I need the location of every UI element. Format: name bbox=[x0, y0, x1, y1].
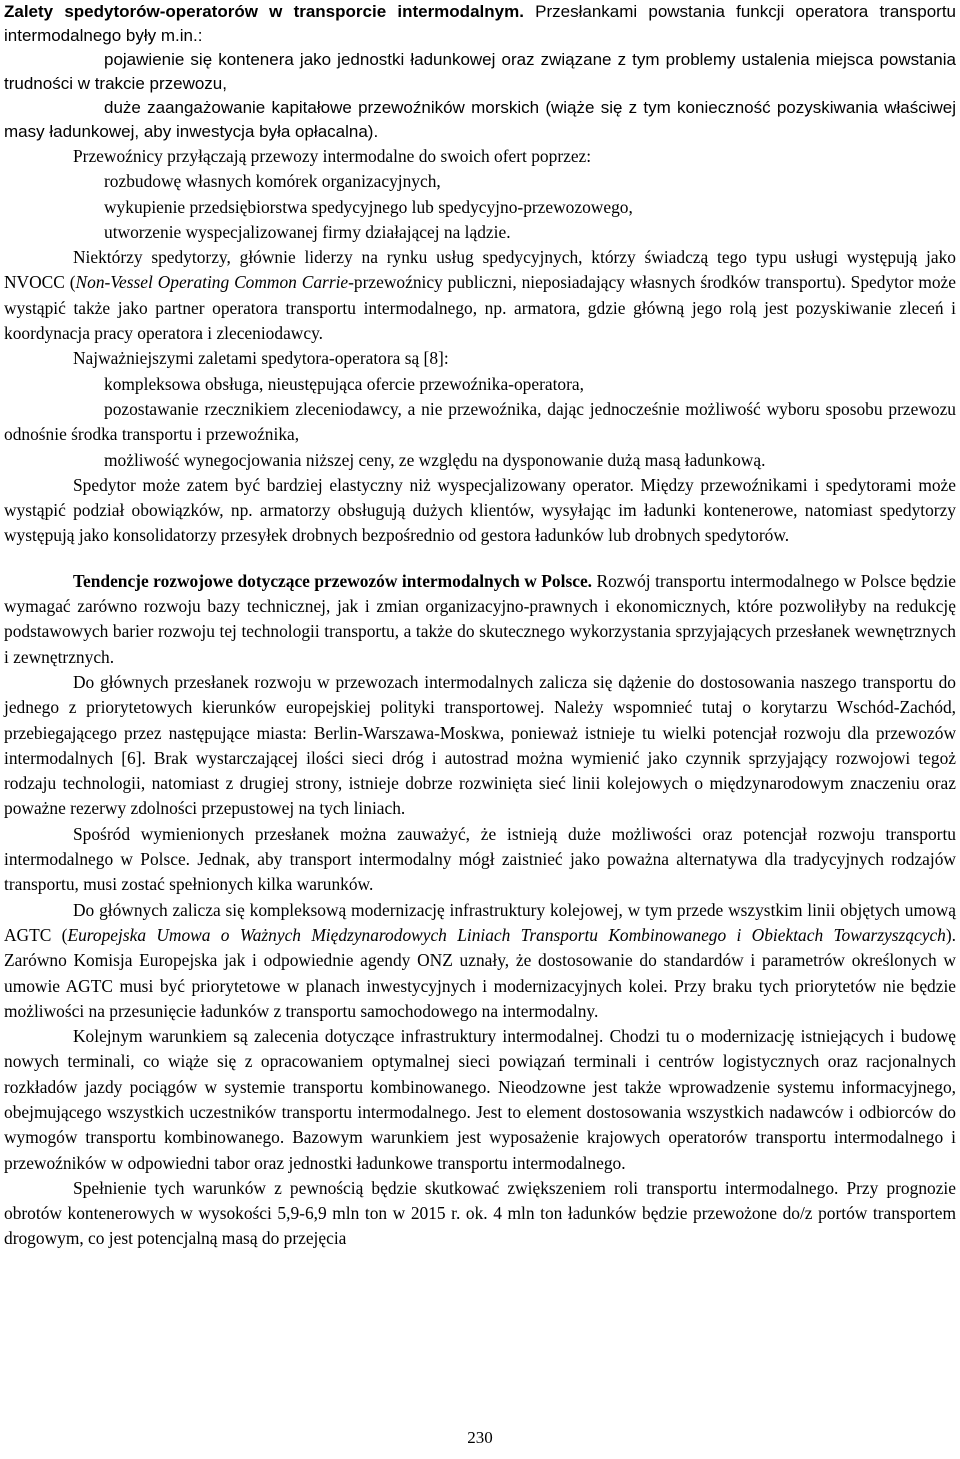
trends-paragraph-4 bbox=[4, 898, 956, 1024]
nvocc-text-2: -przewoźnicy publiczni, nieposiadający własnych środków transportu). Spedytor może wystąpić także jako partner operatora transportu intermodalnego, np. armatora, gdzie główną jego rolą jest pozyskiwanie zleceń i koordynacja pracy operatora i zleceniodawcy. bbox=[4, 272, 956, 344]
list-item: pojawienie się kontenera jako jednostki ładunkowej oraz związane z tym problemy ustalenia miejsca powstania trudności w trakcie przewozu, bbox=[4, 50, 956, 93]
section-intro-paragraph bbox=[4, 0, 956, 48]
trends-paragraph-1 bbox=[4, 569, 956, 670]
nvocc-paragraph bbox=[4, 245, 956, 346]
agtc-text-1: Do głównych zalicza się kompleksową modernizację infrastruktury kolejowej, w tym przede wszystkim linii objętych umową AGTC ( bbox=[4, 899, 956, 945]
agtc-italic-term: Europejska Umowa o Ważnych Międzynarodowych Liniach Transportu Kombinowanego i Obiektach Towarzyszących bbox=[67, 924, 946, 945]
section-heading: Tendencje rozwojowe dotyczące przewozów intermodalnych w Polsce. bbox=[73, 570, 593, 591]
list-item: możliwość wynegocjowania niższej ceny, ze względu na dysponowanie dużą masą ładunkową. bbox=[104, 449, 766, 470]
trends-paragraph-3: Spośród wymienionych przesłanek można zauważyć, że istnieją duże możliwości oraz potencjał rozwoju transportu intermodalnego w Polsce. Jednak, aby transport intermodalny mógł zaistnieć jako poważna alternatywa dla tradycyjnych rodzajów transportu, musi zostać spełnionych kilka warunków. bbox=[4, 823, 956, 895]
intro-text: Przesłankami powstania funkcji operatora transportu intermodalnego były m.in.: bbox=[4, 2, 956, 45]
section-advantages-body bbox=[4, 144, 956, 1252]
trends-paragraph-6: Spełnienie tych warunków z pewnością będzie skutkować zwiększeniem roli transportu intermodalnego. Przy prognozie obrotów kontenerowych w wysokości 5,9-6,9 mln ton w 2015 r. ok. 4 mln ton ładunków będzie przewożone do/z portów transportem drogowym, co jest potencjalną masą do przejęcia bbox=[4, 1177, 956, 1249]
section-advantages bbox=[4, 0, 956, 144]
list-item: kompleksowa obsługa, nieustępująca ofercie przewoźnika-operatora, bbox=[104, 373, 584, 394]
list-item: duże zaangażowanie kapitałowe przewoźników morskich (wiąże się z tym konieczność pozyskiwania właściwej masy ładunkowej, aby inwestycja była opłacalna). bbox=[4, 98, 956, 141]
trends-paragraph-5: Kolejnym warunkiem są zalecenia dotyczące infrastruktury intermodalnej. Chodzi tu o modernizację istniejących i budowę nowych terminali, co wiąże się z opracowaniem optymalnej sieci powiązań terminali i centrów logistycznych oraz racjonalnych rozkładów jazdy pociągów w systemie transportu kombinowanego. Nieodzowne jest także wprowadzenie systemu informacyjnego, obejmującego wszystkich uczestników transportu intermodalnego. Jest to element dostosowania wszystkich nadawców i odbiorców do wymogów transportu kombinowanego. Bazowym warunkiem jest wyposażenie krajowych operatorów transportu intermodalnego i przewoźników w odpowiedni tabor oraz jednostki ładunkowe transportu intermodalnego. bbox=[4, 1026, 956, 1173]
nvocc-text-1: Niektórzy spedytorzy, głównie liderzy na rynku usług spedycyjnych, którzy świadczą tego typu usługi występują jako NVOCC ( bbox=[4, 247, 956, 293]
advantages-intro: Najważniejszymi zaletami spedytora-operatora są [8]: bbox=[73, 348, 449, 369]
list-item: utworzenie wyspecjalizowanej firmy działającej na lądzie. bbox=[104, 221, 511, 242]
agtc-text-2: ). Zarówno Komisja Europejska jak i odpowiednie agendy ONZ uznały, że dostosowanie do standardów i parametrów określonych w umowie AGTC musi być priorytetowe w planach inwestycyjnych i modernizacyjnych kolei. Przy braku tych priorytetów nie będzie możliwości na przesunięcie ładunków z transportu samochodowego na intermodalny. bbox=[4, 924, 957, 1021]
document-page bbox=[4, 0, 956, 1252]
page-number: 230 bbox=[467, 1428, 493, 1447]
list-item: wykupienie przedsiębiorstwa spedycyjnego lub spedycyjno-przewozowego, bbox=[104, 196, 633, 217]
trends-paragraph-2: Do głównych przesłanek rozwoju w przewozach intermodalnych zalicza się dążenie do dostosowania naszego transportu do jednego z priorytetowych kierunków europejskiej polityki transportowej. Należy wspomnieć tutaj o korytarzu Wschód-Zachód, przebiegającego przez następujące miasta: Berlin-Warszawa-Moskwa, ponieważ istnieje tu wielki potencjał rozwoju dla przewozów intermodalnych [6]. Brak wystarczającej ilości sieci dróg i autostrad można wymienić jako czynnik sprzyjający rozwojowi tegoż rodzaju technologii, natomiast z drugiej strony, istnieje dobrze rozwinięta sieć linii kolejowych o międzynarodowym znaczeniu oraz poważne rezerwy zdolności przepustowej na tych liniach. bbox=[4, 671, 956, 819]
flex-paragraph: Spedytor może zatem być bardziej elastyczny niż wyspecjalizowany operator. Między przewoźnikami i spedytorami może wystąpić podział obowiązków, np. armatorzy obsługują dużych klientów, wysyłając im ładunki kontenerowe, natomiast spedytorzy występują jako konsolidatorzy przesyłek drobnych bezpośrednio od gestora ładunków lub drobnych spedytorów. bbox=[4, 474, 956, 546]
trends-text-1: Rozwój transportu intermodalnego w Polsce będzie wymagać zarówno rozwoju bazy technicznej, jak i zmian organizacyjno-prawnych i ekonomicznych, które pozwoliłyby na redukcję podstawowych barier rozwoju tej technologii transportu, a także do skutecznego wykorzystania sprzyjających przesłanek wewnętrznych i zewnętrznych. bbox=[4, 570, 956, 667]
list-item: rozbudowę własnych komórek organizacyjnych, bbox=[104, 171, 441, 192]
section-heading: Zalety spedytorów-operatorów w transporcie intermodalnym. bbox=[4, 2, 524, 21]
section-gap bbox=[4, 549, 956, 569]
carriers-intro: Przewoźnicy przyłączają przewozy intermodalne do swoich ofert poprzez: bbox=[73, 146, 592, 166]
list-item: pozostawanie rzecznikiem zleceniodawcy, a nie przewoźnika, dając jednocześnie możliwość wyboru sposobu przewozu odnośnie środka transportu i przewoźnika, bbox=[4, 398, 956, 445]
nvocc-italic-term: Non-Vessel Operating Common Carrie bbox=[75, 272, 349, 293]
